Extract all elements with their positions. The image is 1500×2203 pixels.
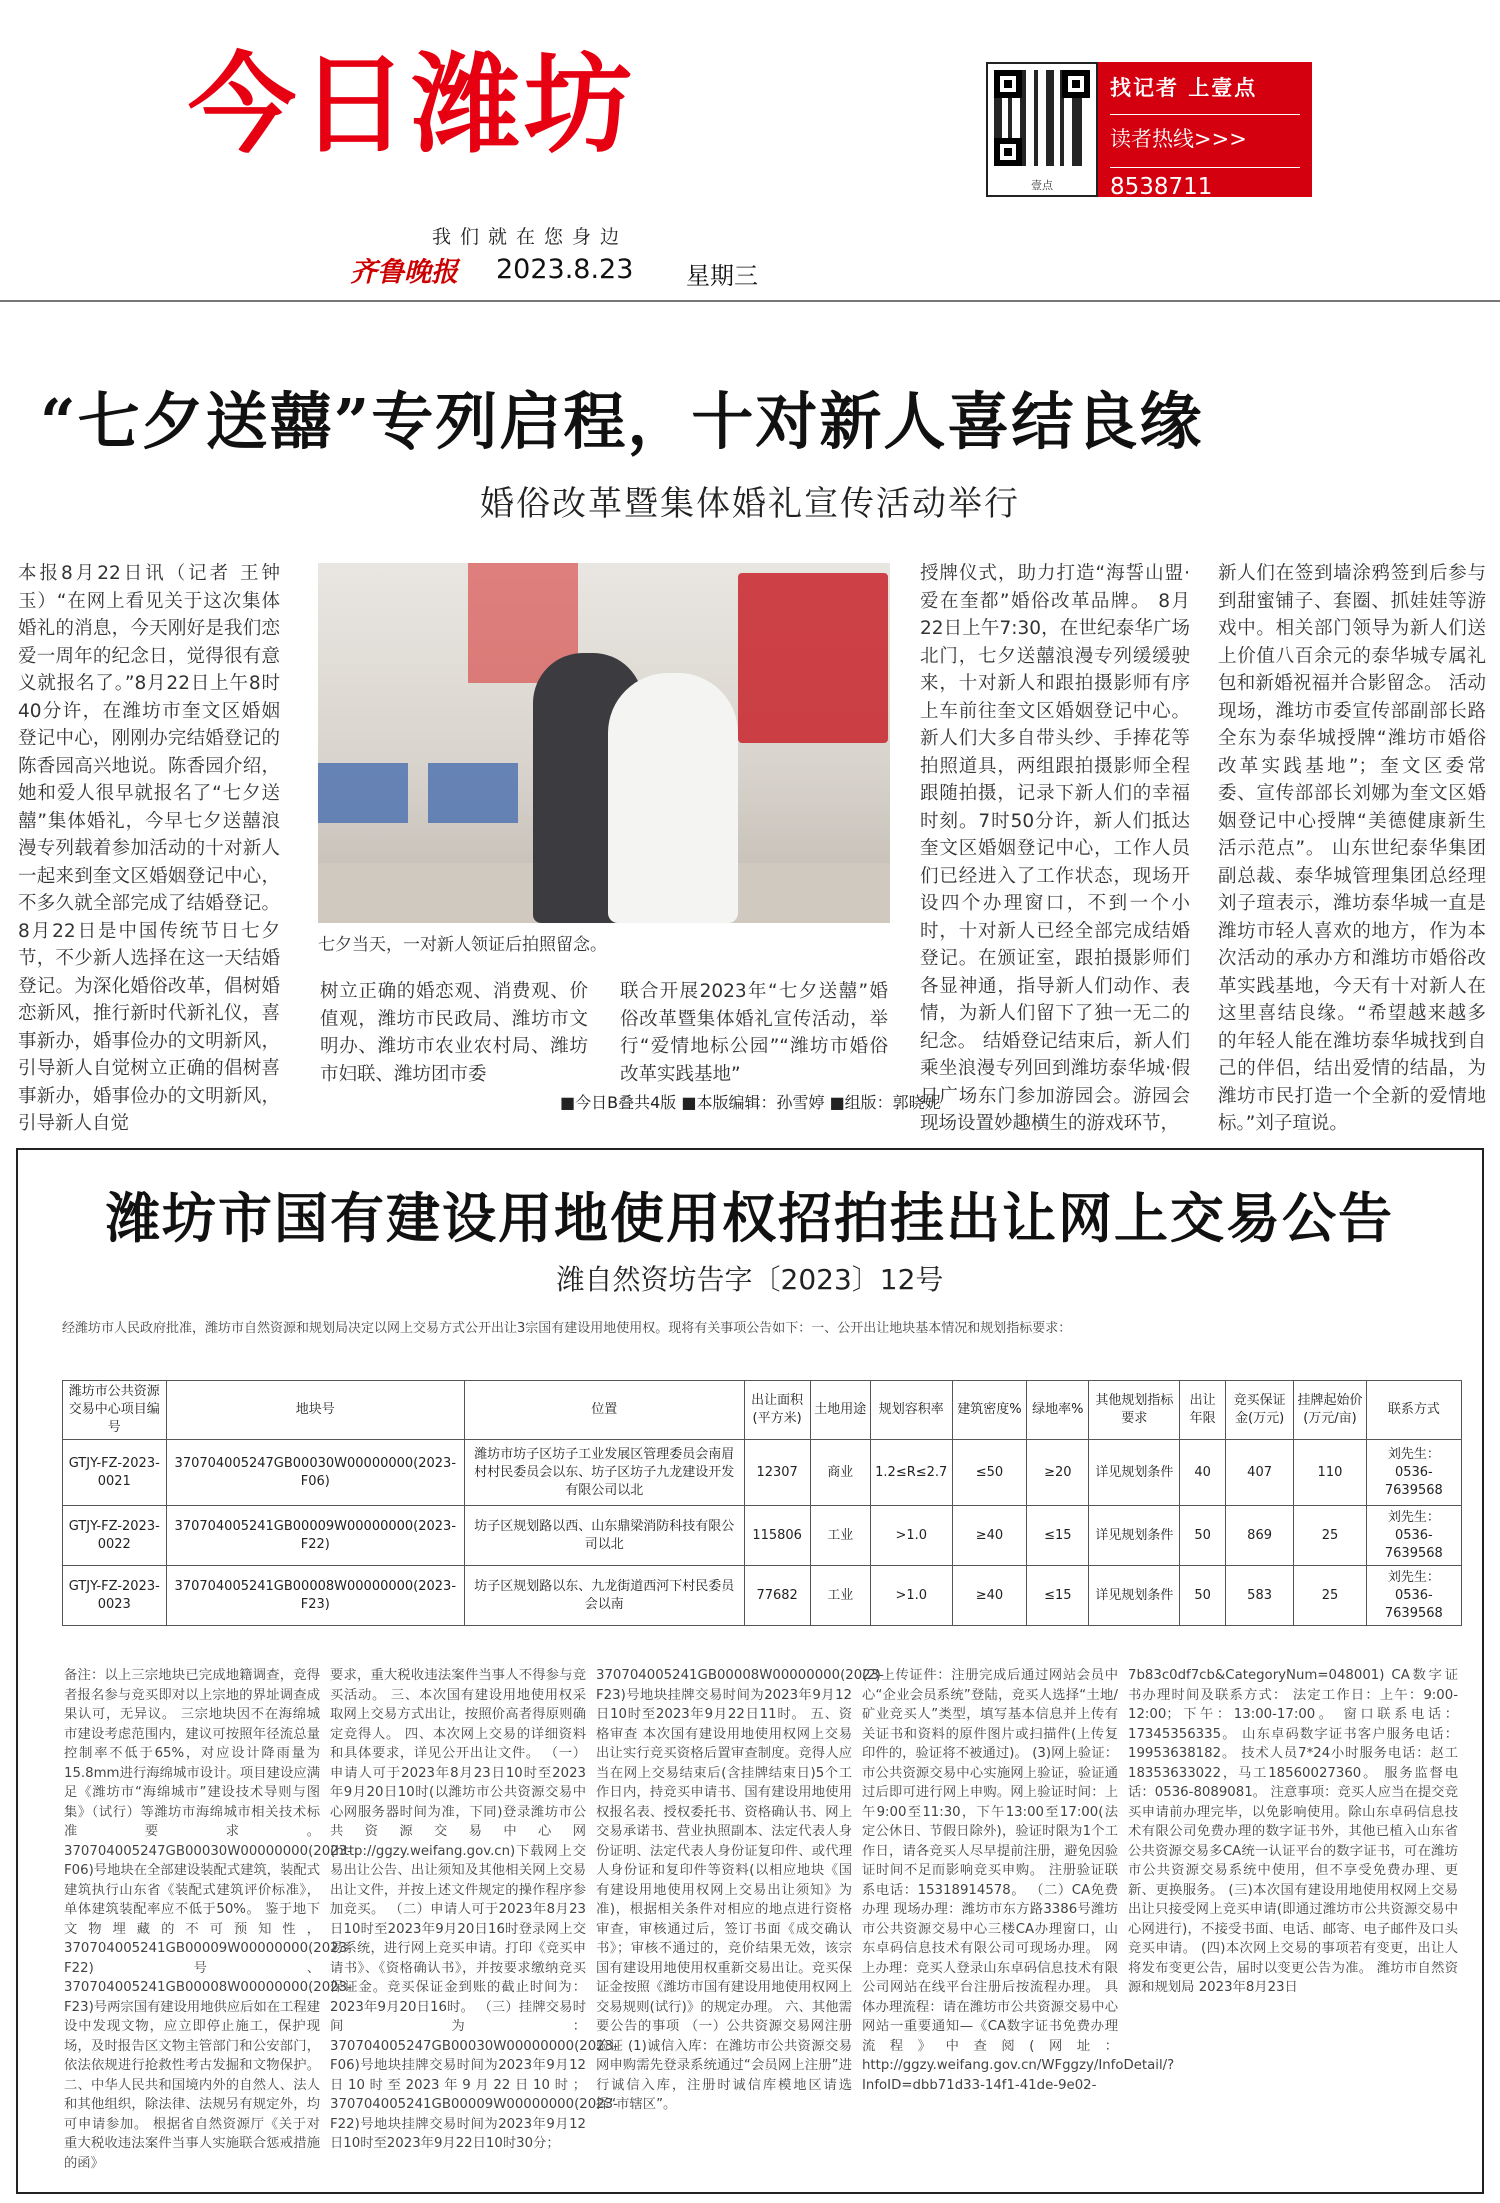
hotline-label: 读者热线>>> xyxy=(1110,114,1300,153)
table-header: 挂牌起始价(万元/亩) xyxy=(1294,1381,1366,1440)
table-cell: 370704005241GB00008W00000000(2023-F23) xyxy=(166,1566,465,1626)
table-header: 出让面积(平方米) xyxy=(744,1381,810,1440)
table-cell: 刘先生：0536-7639568 xyxy=(1366,1566,1461,1626)
slogan: 我们就在您身边 xyxy=(432,226,629,248)
table-cell: GTJY-FZ-2023-0021 xyxy=(63,1440,167,1506)
table-header: 土地用途 xyxy=(810,1381,870,1440)
table-cell: 370704005247GB00030W00000000(2023-F06) xyxy=(166,1440,465,1506)
table-header: 位置 xyxy=(465,1381,744,1440)
table-cell: 25 xyxy=(1294,1506,1366,1566)
table-cell: 12307 xyxy=(744,1440,810,1506)
table-cell: 详见规划条件 xyxy=(1089,1506,1180,1566)
qr-code[interactable] xyxy=(986,62,1098,197)
issue-date: 2023.8.23 xyxy=(496,254,634,285)
hotline-number: 8538711 xyxy=(1110,167,1300,200)
qr-caption: 壹点 xyxy=(1031,179,1053,192)
table-cell: 583 xyxy=(1225,1566,1293,1626)
table-cell: 刘先生：0536-7639568 xyxy=(1366,1506,1461,1566)
qr-corner-icon xyxy=(994,70,1022,98)
reader-hotline-box xyxy=(1098,62,1312,200)
table-cell: ≥20 xyxy=(1027,1440,1089,1506)
table-cell: 坊子区规划路以西、山东鼎梁消防科技有限公司以北 xyxy=(465,1506,744,1566)
qr-corner-icon xyxy=(1062,70,1090,98)
masthead-divider xyxy=(0,300,1500,302)
table-cell: 370704005241GB00009W00000000(2023-F22) xyxy=(166,1506,465,1566)
notice-column-5: 7b83c0df7cb&CategoryNum=048001) CA数字证书办理时间及联系方式： 法定工作日：上午：9:00-12:00；下午：13:00-17:00。 窗口联系电话：17345356335。 山东卓码数字证书客户服务电话：19953638182。 技术人员7*24小时服务电话：赵工18353633022，马工18560027360。 服务监督电话：0536-8089081。 注意事项：竞买人应当在提交竞买申请前办理完毕，以免影响使用。除山东卓码信息技术有限公司免费办理的数字证书外，其他已植入山东省公共资源交易多CA统一认证平台的数字证书，可在潍坊市公共资源交易系统中使用，但不享受免费办理、更新、更换服务。 (三)本次国有建设用地使用权网上交易出让只接受网上竞买申请(即通过潍坊市公共资源交易中心网进行)，不接受书面、电话、邮寄、电子邮件及口头竞买申请。 (四)本次网上交易的事项若有变更，出让人将发布变更公告，届时以变更公告为准。 潍坊市自然资源和规划局 2023年8月23日 xyxy=(1128,1668,1458,1995)
table-cell: 详见规划条件 xyxy=(1089,1440,1180,1506)
issue-weekday: 星期三 xyxy=(686,262,758,290)
table-cell: 869 xyxy=(1225,1506,1293,1566)
notice-column-2: 要求，重大税收违法案件当事人不得参与竞买活动。 三、本次国有建设用地使用权采取网上交易方式出让，按照价高者得原则确定竞得人。 四、本次网上交易的详细资料和具体要求，详见公开出让文件。 （一）申请人可于2023年8月23日10时至2023年9月20日10时(以潍坊市公共资源交易中心网服务器时间为准，下同)登录潍坊市公共资源交易中心网(http://ggzy.weifang.gov.cn)下载网上交易出让公告、出让须知及其他相关网上交易出让文件，并按上述文件规定的操作程序参加竞买。 （二）申请人可于2023年8月23日10时至2023年9月20日16时登录网上交易系统，进行网上竞买申请。打印《竞买申请书》、《资格确认书》，并按要求缴纳竞买保证金。竞买保证金到账的截止时间为：2023年9月20日16时。 （三）挂牌交易时间为： 370704005247GB00030W00000000(2023-F06)号地块挂牌交易时间为2023年9月12日10时至2023年9月22日10时； 370704005241GB00009W00000000(2023-F22)号地块挂牌交易时间为2023年9月12日10时至2023年9月22日10时30分； xyxy=(330,1668,618,2151)
main-subhead: 婚俗改革暨集体婚礼宣传活动举行 xyxy=(480,484,1020,524)
notice-intro: 经潍坊市人民政府批准，潍坊市自然资源和规划局决定以网上交易方式公开出让3宗国有建设用地使用权。现将有关事项公告如下：一、公开出让地块基本情况和规划指标要求： xyxy=(62,1321,1072,1336)
photo-caption: 七夕当天，一对新人领证后拍照留念。 xyxy=(318,935,607,955)
table-cell: 潍坊市坊子区坊子工业发展区管理委员会南眉村村民委员会以东、坊子区坊子九龙建设开发有限公司以北 xyxy=(465,1440,744,1506)
table-cell: >1.0 xyxy=(870,1506,952,1566)
news-photo xyxy=(318,563,890,923)
table-cell: 115806 xyxy=(744,1506,810,1566)
paper-name: 齐鲁晚报 xyxy=(350,257,458,288)
table-cell: 工业 xyxy=(810,1566,870,1626)
table-cell: >1.0 xyxy=(870,1566,952,1626)
table-header: 规划容积率 xyxy=(870,1381,952,1440)
notice-column-1: 备注：以上三宗地块已完成地籍调查，竞得者报名参与竞买即对以上宗地的界址调查成果认可，无异议。 三宗地块因不在海绵城市建设考虑范围内，建议可按照年径流总量控制率不低于65%，对应设计降雨量为15.8mm进行海绵城市设计。项目建设应满足《潍坊市“海绵城市”建设技术导则与图集》（试行）等潍坊市海绵城市相关技术标准要求。370704005247GB00030W00000000(2023-F06)号地块在全部建设装配式建筑，装配式建筑执行山东省《装配式建筑评价标准》，单体建筑装配率应不低于50%。 鉴于地下文物埋藏的不可预知性，370704005241GB00009W00000000(2023-F22)号、370704005241GB00008W00000000(2023-F23)号两宗国有建设用地供应后如在工程建设中发现文物，应立即停止施工，保护现场，及时报告区文物主管部门和公安部门，依法依规进行抢救性考古发掘和文物保护。 二、中华人民共和国境内外的自然人、法人和其他组织，除法律、法规另有规定外，均可申请参加。 根据省自然资源厅《关于对重大税收违法案件当事人实施联合惩戒措施的函》 xyxy=(64,1668,352,2171)
hotline-slogan: 找记者 上壹点 xyxy=(1110,76,1258,100)
article-column-3: 授牌仪式，助力打造“海誓山盟·爱在奎都”婚俗改革品牌。 8月22日上午7:30，在世纪泰华广场北门，七夕送囍浪漫专列缓缓驶来，十对新人和跟拍摄影师有序上车前往奎文区婚姻登记中心。新人们大多自带头纱、手捧花等拍照道具，两组跟拍摄影师全程跟随拍摄，记录下新人们的幸福时刻。7时50分许，新人们抵达奎文区婚姻登记中心，工作人员们已经进入了工作状态，现场开设四个办理窗口，不到一个小时，十对新人已经全部完成结婚登记。在颁证室，跟拍摄影师们各显神通，指导新人们动作、表情，为新人们留下了独一无二的纪念。 结婚登记结束后，新人们乘坐浪漫专列回到潍坊泰华城·假日广场东门参加游园会。游园会现场设置妙趣横生的游戏环节， xyxy=(920,563,1190,1134)
table-cell: GTJY-FZ-2023-0023 xyxy=(63,1566,167,1626)
table-cell: ≤15 xyxy=(1027,1506,1089,1566)
table-cell: 50 xyxy=(1180,1506,1226,1566)
table-header-row xyxy=(63,1381,1462,1440)
table-cell: 25 xyxy=(1294,1566,1366,1626)
table-row xyxy=(63,1506,1462,1566)
table-cell: 110 xyxy=(1294,1440,1366,1506)
table-cell: 50 xyxy=(1180,1566,1226,1626)
notice-column-4: (2)上传证件：注册完成后通过网站会员中心“企业会员系统”登陆，竞买人选择“土地/矿业竞买人”类型，填写基本信息并上传有关证书和资料的原件图片或扫描件(上传复印件的，验证将不被通过)。 (3)网上验证：市公共资源交易中心实施网上验证，验证通过后即可进行网上申购。网上验证时间：上午9:00至11:30，下午13:00至17:00(法定公休日、节假日除外)，验证时限为1个工作日，请各竞买人尽早提前注册，避免因验证时间不足而影响竞买申购。 注册验证联系电话：15318914578。 （二）CA免费办理 现场办理：潍坊市东方路3386号潍坊市公共资源交易中心三楼CA办理窗口，山东卓码信息技术有限公司可现场办理。 网上办理：竞买人登录山东卓码信息技术有限公司网站在线平台注册后按流程办理。 具体办理流程：请在潍坊市公共资源交易中心网站一重要通知—《CA数字证书免费办理流程》中查阅(网址：http://ggzy.weifang.gov.cn/WFggzy/InfoDetail/?InfoID=dbb71d33-14f1-41de-9e02- xyxy=(862,1668,1175,2093)
table-row xyxy=(63,1440,1462,1506)
masthead xyxy=(0,0,1500,310)
article-column-under-photo-1: 树立正确的婚恋观、消费观、价值观，潍坊市民政局、潍坊市文明办、潍坊市农业农村局、潍坊市妇联、潍坊团市委 xyxy=(320,981,588,1085)
table-cell: ≤15 xyxy=(1027,1566,1089,1626)
table-header: 联系方式 xyxy=(1366,1381,1461,1440)
table-header: 出让年限 xyxy=(1180,1381,1226,1440)
table-cell: 刘先生：0536-7639568 xyxy=(1366,1440,1461,1506)
parcel-table xyxy=(62,1380,1462,1626)
table-header: 潍坊市公共资源交易中心项目编号 xyxy=(63,1381,167,1440)
table-row xyxy=(63,1566,1462,1626)
article-column-under-photo-2: 联合开展2023年“七夕送囍”婚俗改革暨集体婚礼宣传活动，举行“爱情地标公园”“潍坊市婚俗改革实践基地” xyxy=(620,981,888,1085)
table-cell: 工业 xyxy=(810,1506,870,1566)
notice-column-3: 370704005241GB00008W00000000(2023-F23)号地块挂牌交易时间为2023年9月12日10时至2023年9月22日11时。 五、资格审查 本次国有建设用地使用权网上交易出让实行竞买资格后置审查制度。竞得人应当在网上交易结束后(含挂牌结束日)5个工作日内，持竞买申请书、国有建设用地使用权报名表、授权委托书、资格确认书、网上交易承诺书、营业执照副本、法定代表人身份证明、法定代表人身份证复印件、或代理人身份证和复印件等资料(以相应地块《国有建设用地使用权网上交易出让须知》为准)，根据相关条件对相应的地点进行资格审查，审核通过后，签订书面《成交确认书》；审核不通过的，竞价结果无效，该宗国有建设用地使用权重新交易出让。竞买保证金按照《潍坊市国有建设用地使用权网上交易规则(试行)》的规定办理。 六、其他需要公告的事项 （一）公共资源交易网注册验证 (1)诚信入库：在潍坊市公共资源交易网申购需先登录系统通过“会员网上注册”进行诚信入库，注册时诚信库模地区请选择“市辖区”。 xyxy=(596,1668,884,2112)
notice-subtitle: 潍自然资坊告字〔2023〕12号 xyxy=(556,1263,944,1296)
article-column-4: 新人们在签到墙涂鸦签到后参与到甜蜜铺子、套圈、抓娃娃等游戏中。相关部门领导为新人们送上价值八百余元的泰华城专属礼包和新婚祝福并合影留念。 活动现场，潍坊市委宣传部副部长路全东为泰华城授牌“潍坊市婚俗改革实践基地”；奎文区委常委、宣传部部长刘娜为奎文区婚姻登记中心授牌“美德健康新生活示范点”。 山东世纪泰华集团副总裁、泰华城管理集团总经理刘子瑄表示，潍坊泰华城一直是潍坊市轻人喜欢的地方，作为本次活动的承办方和潍坊市婚俗改革实践基地，今天有十对新人在这里喜结良缘。“希望越来越多的年轻人能在潍坊泰华城找到自己的伴侣，结出爱情的结晶，为潍坊市民打造一个全新的爱情地标。”刘子瑄说。 xyxy=(1218,563,1486,1134)
main-headline: “七夕送囍”专列启程，十对新人喜结良缘 xyxy=(40,385,1204,458)
photo-double-happiness-decoration xyxy=(738,573,888,743)
table-cell: 77682 xyxy=(744,1566,810,1626)
table-header: 地块号 xyxy=(166,1381,465,1440)
table-cell: 407 xyxy=(1225,1440,1293,1506)
table-cell: 40 xyxy=(1180,1440,1226,1506)
table-cell: 详见规划条件 xyxy=(1089,1566,1180,1626)
qr-corner-icon xyxy=(994,138,1022,166)
table-header: 其他规划指标要求 xyxy=(1089,1381,1180,1440)
table-cell: 坊子区规划路以东、九龙街道西河下村民委员会以南 xyxy=(465,1566,744,1626)
table-cell: ≥40 xyxy=(952,1506,1027,1566)
page-credits: ■今日B叠共4版 ■本版编辑：孙雪婷 ■组版：郭晓妮 xyxy=(560,1093,941,1112)
table-cell: 1.2≤R≤2.7 xyxy=(870,1440,952,1506)
notice-title: 潍坊市国有建设用地使用权招拍挂出让网上交易公告 xyxy=(106,1186,1394,1250)
table-header: 建筑密度% xyxy=(952,1381,1027,1440)
table-cell: GTJY-FZ-2023-0022 xyxy=(63,1506,167,1566)
photo-bride xyxy=(608,673,738,923)
table-cell: ≤50 xyxy=(952,1440,1027,1506)
table-header: 竞买保证金(万元) xyxy=(1225,1381,1293,1440)
newspaper-logo: 今日潍坊 xyxy=(188,43,637,168)
table-cell: 商业 xyxy=(810,1440,870,1506)
table-header: 绿地率% xyxy=(1027,1381,1089,1440)
table-cell: ≥40 xyxy=(952,1566,1027,1626)
article-column-1: 本报8月22日讯（记者 王钟玉）“在网上看见关于这次集体婚礼的消息，今天刚好是我们恋爱一周年的纪念日，觉得很有意义就报名了。”8月22日上午8时40分许，在潍坊市奎文区婚姻登记中心，刚刚办完结婚登记的陈香园高兴地说。陈香园介绍，她和爱人很早就报名了“七夕送囍”集体婚礼，今早七夕送囍浪漫专列载着参加活动的十对新人一起来到奎文区婚姻登记中心，不多久就全部完成了结婚登记。 8月22日是中国传统节日七夕节，不少新人选择在这一天结婚登记。为深化婚俗改革，倡树婚恋新风，推行新时代新礼仪，喜事新办，婚事俭办的文明新风，引导新人自觉树立正确的倡树喜事新办，婚事俭办的文明新风，引导新人自觉 xyxy=(18,563,280,1134)
